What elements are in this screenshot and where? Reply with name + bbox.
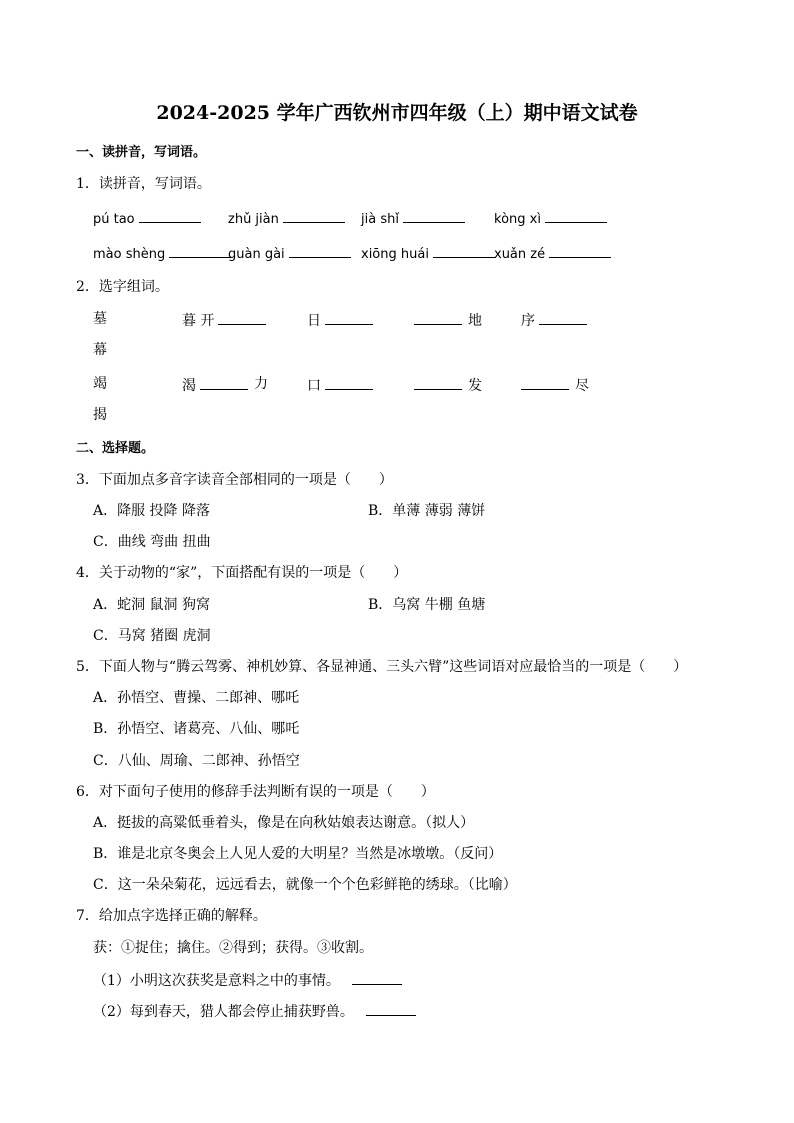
answer-blank[interactable] (139, 210, 201, 223)
option-c[interactable]: C．八仙、周瑜、二郎神、孙悟空 (93, 753, 300, 769)
answer-blank[interactable] (549, 245, 611, 258)
answer-blank[interactable] (283, 210, 345, 223)
pinyin-item: pú tao (93, 210, 201, 226)
pinyin-item: xiōng huái (361, 245, 495, 261)
option-b[interactable]: B．孙悟空、诸葛亮、八仙、哪吒 (93, 721, 300, 737)
answer-blank[interactable] (325, 312, 373, 325)
word-item: 发 (414, 377, 482, 393)
question-3-stem: 3．下面加点多音字读音全部相同的一项是（ ） (76, 472, 393, 488)
word-item: 尽 (521, 377, 589, 393)
word-item: 暮 开 (182, 312, 266, 328)
answer-blank[interactable] (325, 377, 373, 390)
answer-blank[interactable] (414, 377, 462, 390)
answer-blank[interactable] (545, 210, 607, 223)
answer-blank[interactable] (539, 312, 587, 325)
question-4-stem: 4．关于动物的“家”，下面搭配有误的一项是（ ） (76, 565, 408, 581)
section-heading-2: 二、选择题。 (76, 441, 155, 456)
option-a[interactable]: A．蛇洞 鼠洞 狗窝 (93, 597, 211, 613)
question-6-stem: 6．对下面句子使用的修辞手法判断有误的一项是（ ） (76, 784, 435, 800)
question-5-stem: 5．下面人物与“腾云驾雾、神机妙算、各显神通、三头六臂”这些词语对应最恰当的一项是（ ） (76, 659, 688, 675)
option-b[interactable]: B．谁是北京冬奥会上人见人爱的大明星？当然是冰墩墩。（反问） (93, 846, 503, 862)
answer-blank[interactable] (169, 245, 231, 258)
option-b[interactable]: B．单薄 薄弱 薄饼 (368, 503, 486, 519)
question-7-stem: 7．给加点字选择正确的解释。 (76, 908, 267, 924)
pinyin-item: jià shǐ (361, 210, 465, 226)
char-option: 幕 (93, 342, 107, 358)
option-c[interactable]: C．马窝 猪圈 虎洞 (93, 628, 211, 644)
option-a[interactable]: A．降服 投降 降落 (93, 503, 211, 519)
sub-question-1: （1）小明这次获奖是意料之中的事情。 (93, 972, 402, 988)
answer-blank[interactable] (403, 210, 465, 223)
char-option: 竭 (93, 376, 107, 392)
pinyin-item: mào shèng (93, 245, 231, 261)
pinyin-item: kòng xì (494, 210, 607, 226)
answer-blank[interactable] (521, 377, 569, 390)
question-1-stem: 1．读拼音，写词语。 (76, 176, 211, 192)
answer-blank[interactable] (289, 245, 351, 258)
pinyin-item: guàn gài (228, 245, 351, 261)
char-option: 墓 (93, 311, 107, 327)
answer-blank[interactable] (366, 1003, 416, 1016)
question-2-stem: 2．选字组词。 (76, 279, 169, 295)
word-item: 地 (414, 312, 482, 328)
page-title: 2024-2025 学年广西钦州市四年级（上）期中语文试卷 (156, 102, 638, 124)
answer-blank[interactable] (433, 245, 495, 258)
word-item: 序 (521, 312, 587, 328)
option-c[interactable]: C．这一朵朵菊花，远远看去，就像一个个色彩鲜艳的绣球。（比喻） (93, 877, 517, 893)
option-b[interactable]: B．乌窝 牛棚 鱼塘 (368, 597, 486, 613)
option-a[interactable]: A．孙悟空、曹操、二郎神、哪吒 (93, 690, 300, 706)
word-item: 力 (254, 376, 268, 392)
word-item: 渴 (182, 377, 248, 393)
word-item: 口 (307, 377, 373, 393)
option-c[interactable]: C．曲线 弯曲 扭曲 (93, 534, 211, 550)
pinyin-item: zhǔ jiàn (228, 210, 345, 226)
answer-blank[interactable] (352, 972, 402, 985)
option-a[interactable]: A．挺拔的高粱低垂着头，像是在向秋姑娘表达谢意。（拟人） (93, 815, 475, 831)
char-option: 揭 (93, 407, 107, 423)
word-item: 日 (307, 312, 373, 328)
sub-question-2: （2）每到春天，猎人都会停止捕获野兽。 (93, 1003, 416, 1019)
answer-blank[interactable] (414, 312, 462, 325)
answer-blank[interactable] (218, 312, 266, 325)
pinyin-item: xuǎn zé (494, 245, 611, 261)
answer-blank[interactable] (200, 377, 248, 390)
section-heading-1: 一、读拼音，写词语。 (76, 145, 207, 160)
definition-list: 获：①捉住；擒住。②得到；获得。③收割。 (93, 940, 373, 956)
